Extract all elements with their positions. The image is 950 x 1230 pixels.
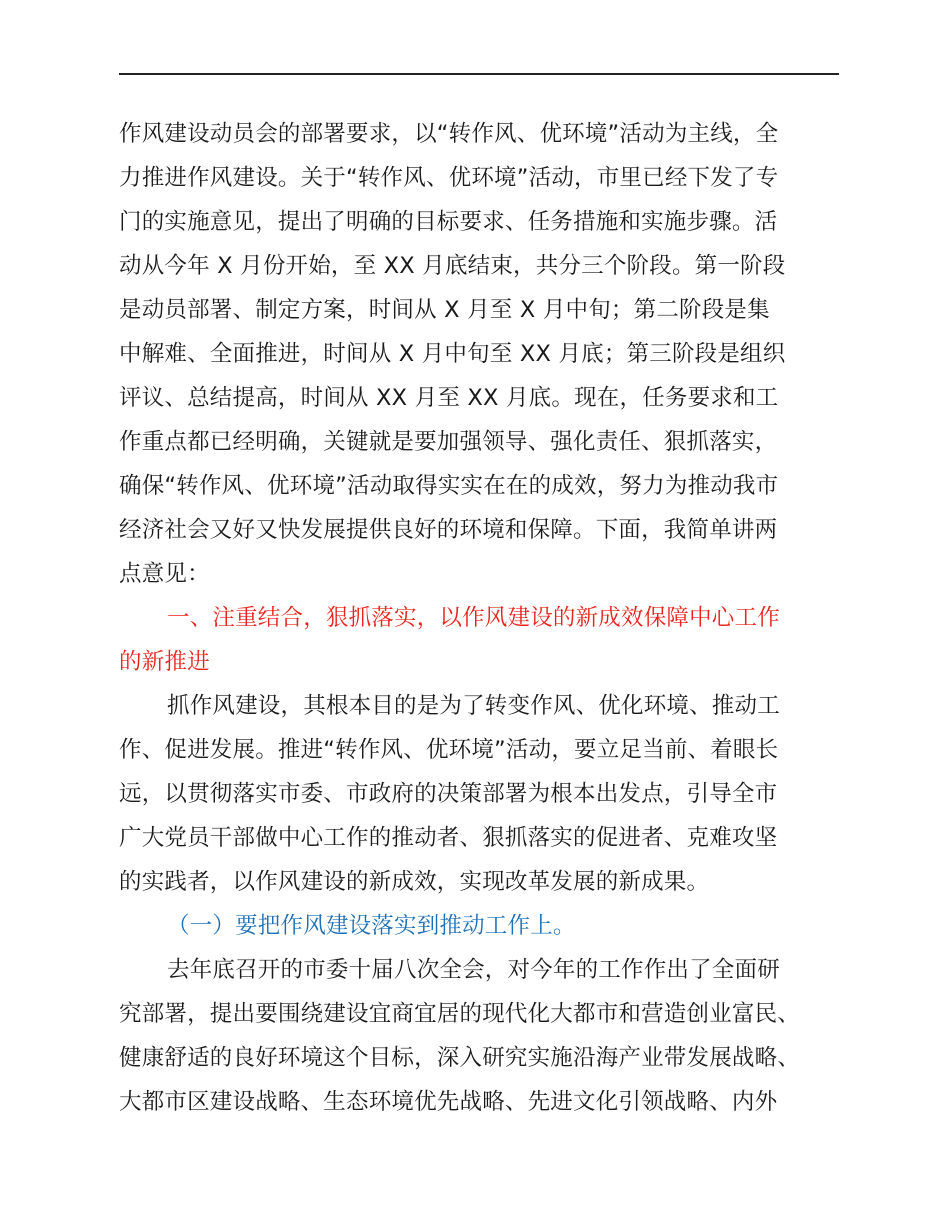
paragraph-line: 抓作风建设，其根本目的是为了转变作风、优化环境、推动工 [167, 693, 780, 719]
section-heading-line: 的新推进 [119, 649, 210, 675]
subsection-heading-line: （一）要把作风建设落实到推动工作上。 [167, 913, 576, 939]
paragraph-line: 究部署，提出要围绕建设宜商宜居的现代化大都市和营造创业富民、 [119, 1001, 801, 1027]
paragraph-line: 远，以贯彻落实市委、市政府的决策部署为根本出发点，引导全市 [119, 781, 778, 807]
paragraph-line: 动从今年 X 月份开始，至 XX 月底结束，共分三个阶段。第一阶段 [119, 253, 786, 279]
body-text [119, 112, 854, 1124]
header-rule [119, 73, 839, 75]
paragraph-line: 力推进作风建设。关于“转作风、优环境”活动，市里已经下发了专 [119, 165, 779, 191]
paragraph-line: 确保“转作风、优环境”活动取得实实在在的成效，努力为推动我市 [119, 473, 779, 499]
paragraph-line: 的实践者，以作风建设的新成效，实现改革发展的新成果。 [119, 869, 710, 895]
paragraph-line: 是动员部署、制定方案，时间从 X 月至 X 月中旬；第二阶段是集 [119, 297, 770, 323]
paragraph-line: 作风建设动员会的部署要求，以“转作风、优环境”活动为主线，全 [119, 121, 779, 147]
section-heading-line: 一、注重结合，狠抓落实，以作风建设的新成效保障中心工作 [167, 605, 780, 631]
paragraph-line: 去年底召开的市委十届八次全会，对今年的工作作出了全面研 [167, 957, 780, 983]
paragraph-line: 健康舒适的良好环境这个目标，深入研究实施沿海产业带发展战略、 [119, 1045, 801, 1071]
paragraph-line: 门的实施意见，提出了明确的目标要求、任务措施和实施步骤。活 [119, 209, 778, 235]
paragraph-line: 点意见： [119, 561, 210, 587]
paragraph-line: 中解难、全面推进，时间从 X 月中旬至 XX 月底；第三阶段是组织 [119, 341, 786, 367]
paragraph-line: 经济社会又好又快发展提供良好的环境和保障。下面，我简单讲两 [119, 517, 778, 543]
paragraph-line: 作重点都已经明确，关键就是要加强领导、强化责任、狠抓落实， [119, 429, 778, 455]
paragraph-line: 广大党员干部做中心工作的推动者、狠抓落实的促进者、克难攻坚 [119, 825, 778, 851]
paragraph-line: 评议、总结提高，时间从 XX 月至 XX 月底。现在，任务要求和工 [119, 385, 779, 411]
paragraph-line: 作、促进发展。推进“转作风、优环境”活动，要立足当前、着眼长 [119, 737, 779, 763]
paragraph-line: 大都市区建设战略、生态环境优先战略、先进文化引领战略、内外 [119, 1089, 778, 1115]
